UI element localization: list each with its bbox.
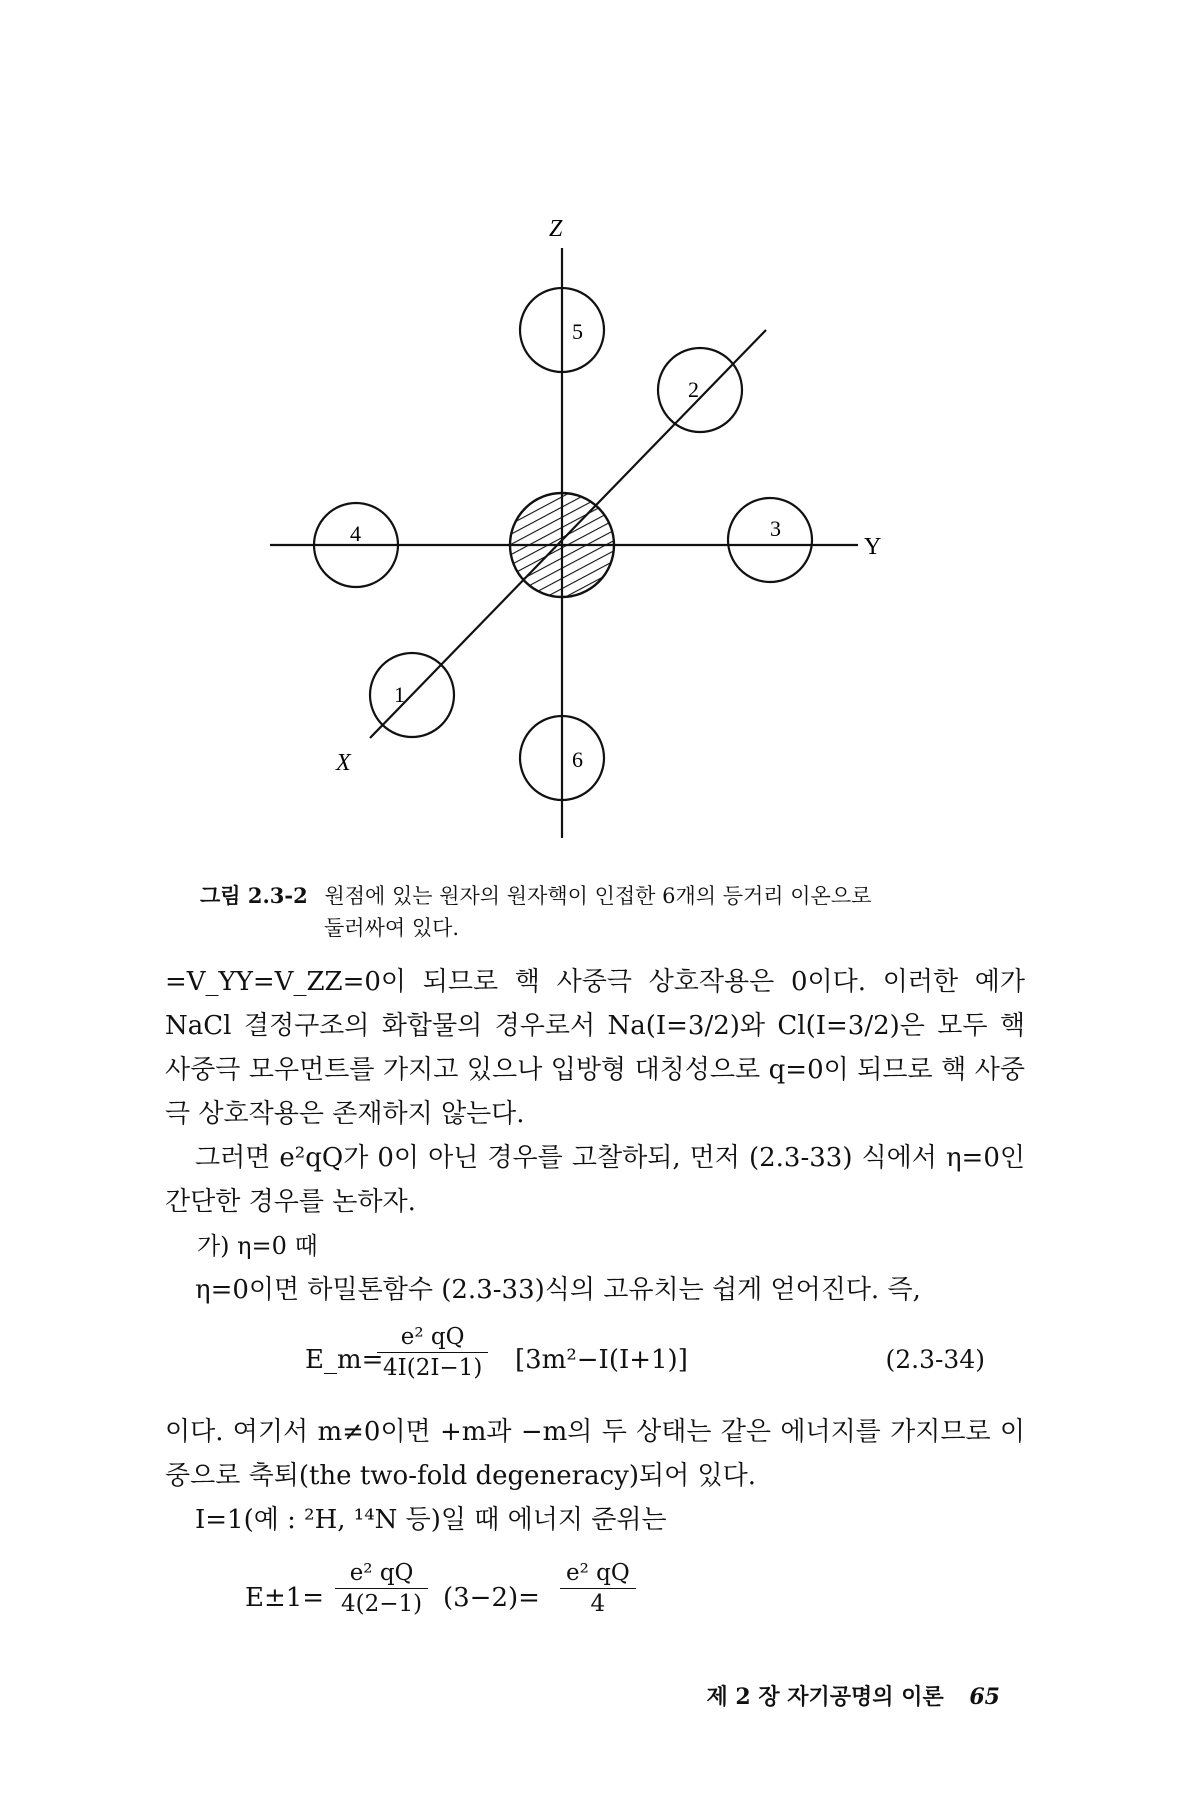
- figure-caption: [200, 880, 1020, 944]
- eq2-middle: (3−2)=: [443, 1583, 540, 1613]
- ion-number-5: 5: [572, 319, 583, 344]
- eq2-numerator-2: e² qQ: [560, 1558, 636, 1589]
- eq2-denominator-2: 4: [590, 1591, 606, 1617]
- paragraph-3: η=0이면 하밀톤함수 (2.3-33)식의 고유치는 쉽게 얻어진다. 즉,: [195, 1275, 921, 1305]
- axis-label-y: Y: [864, 534, 882, 560]
- ion-number-4: 4: [350, 521, 361, 546]
- eq1-lhs: E_m=: [305, 1345, 384, 1375]
- equation-2-3-34: [165, 1316, 1025, 1400]
- caption-line-1: 원점에 있는 원자의 원자핵이 인접한 6개의 등거리 이온으로: [324, 884, 872, 908]
- figure-octahedral-ions: [0, 0, 1200, 860]
- ion-2-circle: [658, 348, 742, 432]
- subheading-eta-zero: 가) η=0 때: [197, 1232, 318, 1260]
- equation-energy-levels: [165, 1546, 1025, 1642]
- page-number: 65: [969, 1684, 1000, 1710]
- caption-line-2: 둘러싸여 있다.: [324, 916, 460, 940]
- paragraph-5: I=1(예 : ²H, ¹⁴N 등)일 때 에너지 준위는: [195, 1505, 667, 1535]
- eq1-numerator: e² qQ: [377, 1322, 488, 1353]
- eq2-fraction-2: [560, 1558, 636, 1619]
- axis-label-x: X: [336, 750, 351, 776]
- page-footer: [660, 1680, 1000, 1711]
- eq2-denominator-1: 4(2−1): [341, 1591, 423, 1617]
- body-text: [165, 960, 1025, 1652]
- eq1-rhs: [3m²−I(I+1)]: [515, 1345, 688, 1375]
- ion-number-3: 3: [770, 516, 781, 541]
- eq1-denominator: 4I(2I−1): [383, 1355, 483, 1381]
- central-atom: [510, 493, 614, 597]
- chapter-title: 제 2 장 자기공명의 이론: [706, 1684, 944, 1710]
- eq1-number: (2.3-34): [885, 1345, 985, 1374]
- figure-diagram: [0, 0, 1200, 860]
- eq2-lhs: E±1=: [245, 1583, 325, 1613]
- caption-label: 그림 2.3-2: [200, 883, 308, 908]
- ion-number-2: 2: [688, 377, 699, 402]
- eq1-fraction: [377, 1322, 488, 1383]
- ion-number-1: 1: [394, 682, 405, 707]
- paragraph-1: =V_YY=V_ZZ=0이 되므로 핵 사중극 상호작용은 0이다. 이러한 예가 NaCl 결정구조의 화합물의 경우로서 Na(I=3/2)와 Cl(I=3/2)은 모두 핵 사중극 모우먼트를 가지고 있으나 입방형 대칭성으로 q=0이 되므로 핵 사중극 상호작용은 존재하지 않는다.: [165, 967, 1025, 1129]
- eq2-fraction-1: [335, 1558, 428, 1619]
- ion-number-6: 6: [572, 747, 583, 772]
- paragraph-2: 그러면 e²qQ가 0이 아닌 경우를 고찰하되, 먼저 (2.3-33) 식에서 η=0인 간단한 경우를 논하자.: [165, 1143, 1025, 1217]
- eq2-numerator-1: e² qQ: [335, 1558, 428, 1589]
- axis-label-z: Z: [549, 216, 563, 242]
- paragraph-4: 이다. 여기서 m≠0이면 +m과 −m의 두 상태는 같은 에너지를 가지므로 이중으로 축퇴(the two-fold degeneracy)되어 있다.: [165, 1417, 1025, 1491]
